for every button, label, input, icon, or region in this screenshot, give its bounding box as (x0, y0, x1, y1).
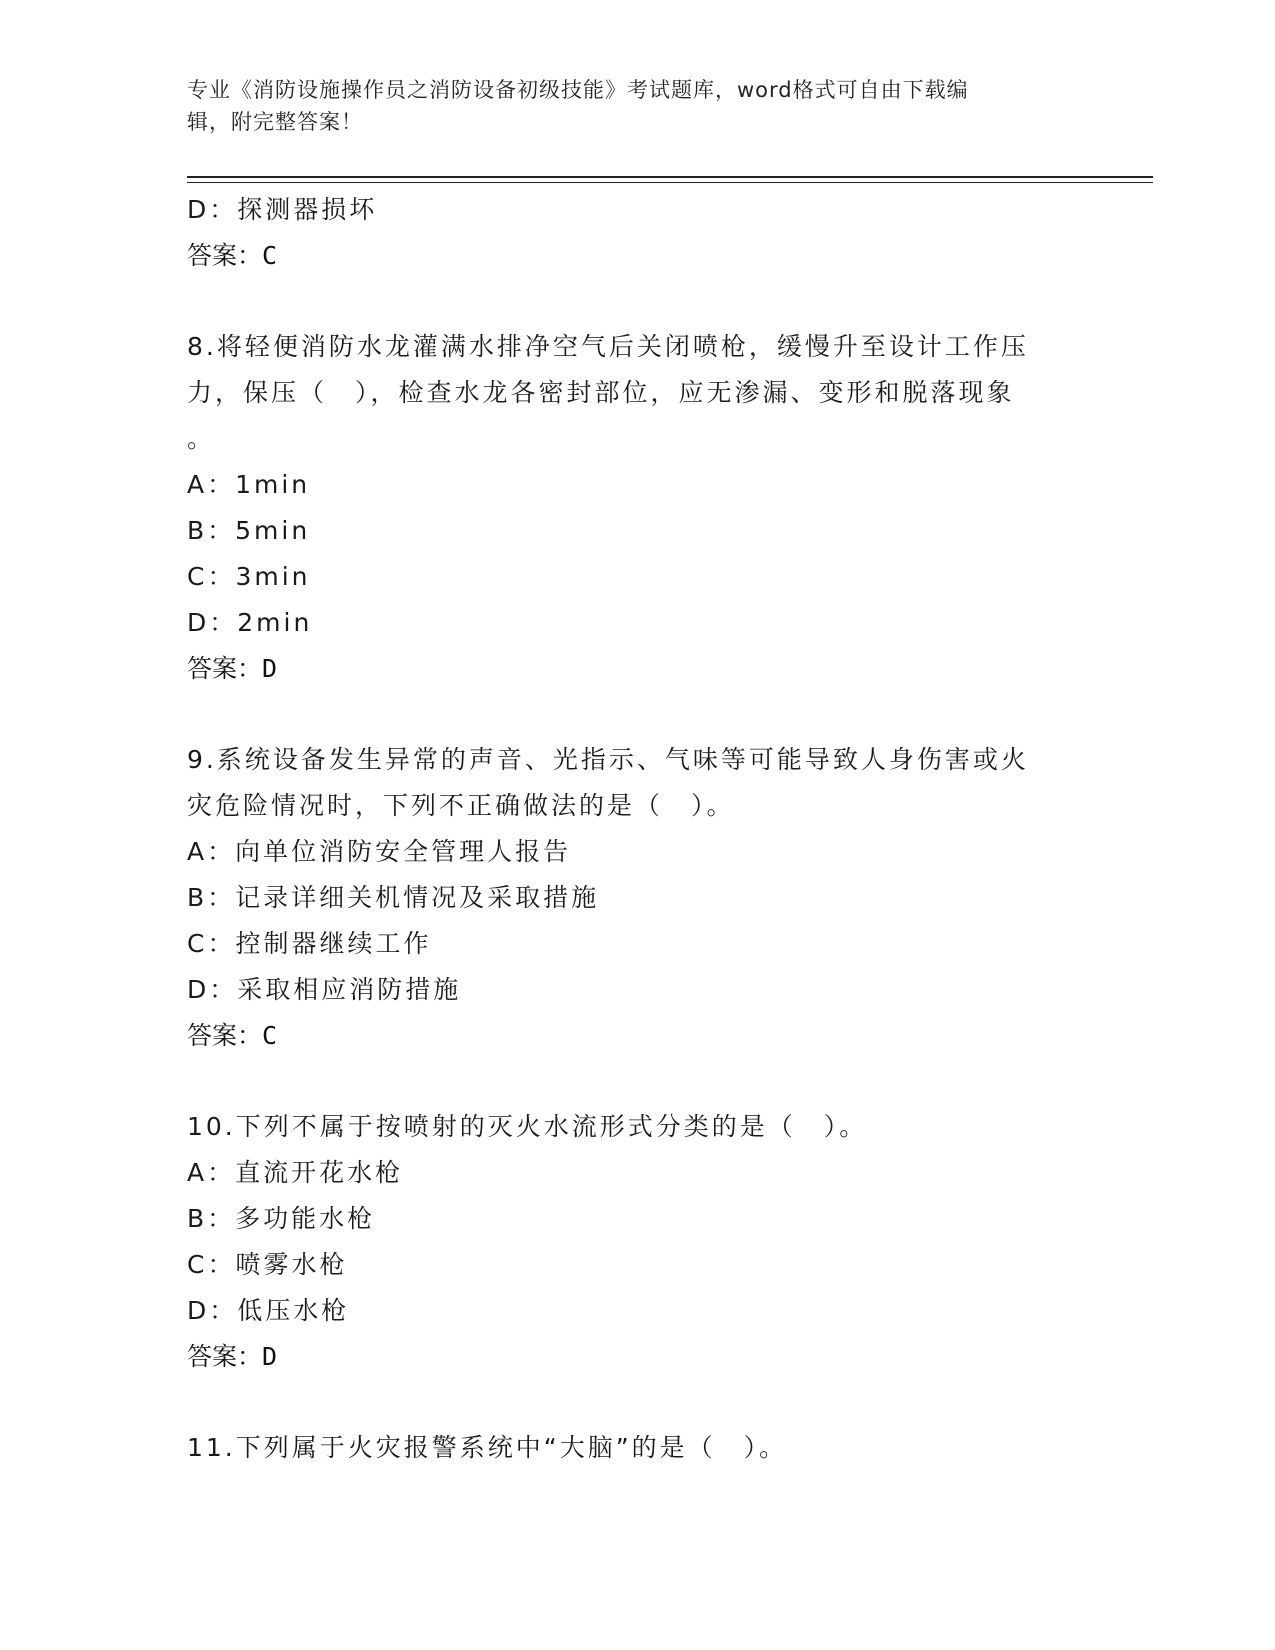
q9-answer (187, 1013, 1067, 1059)
answer-label: 答案： (187, 1021, 263, 1050)
q10-option-a: A：直流开花水枪 (187, 1158, 404, 1187)
q8-stem (187, 324, 1067, 462)
q9-option-d: D：采取相应消防措施 (187, 975, 462, 1004)
q10-option-c: C：喷雾水枪 (187, 1250, 348, 1279)
q10-stem-line: 10.下列不属于按喷射的灭火水流形式分类的是（ ）。 (187, 1112, 868, 1141)
header-line-1: 专业《消防设施操作员之消防设备初级技能》考试题库，word格式可自由下载编 (187, 78, 969, 102)
header-divider-thin (187, 182, 1153, 183)
q10-option-d: D：低压水枪 (187, 1296, 350, 1325)
q8-answer (187, 646, 1067, 692)
q11-stem (187, 1425, 1067, 1471)
q8-option-d: D：2min (187, 608, 313, 637)
answer-label: 答案： (187, 654, 263, 683)
q9-option-b: B：记录详细关机情况及采取措施 (187, 883, 600, 912)
q7-option-d: D：探测器损坏 (187, 195, 378, 224)
q8-option-b: B：5min (187, 516, 311, 545)
header-divider (187, 176, 1153, 178)
q10-answer (187, 1334, 1067, 1380)
answer-value: C (262, 241, 278, 270)
q7-answer (187, 233, 1067, 279)
q8-option-c: C：3min (187, 562, 311, 591)
q11-stem-line: 11.下列属于火灾报警系统中“大脑”的是（ ）。 (187, 1433, 788, 1462)
answer-value: C (262, 1021, 278, 1050)
q10-stem (187, 1104, 1067, 1150)
page-header (187, 74, 1067, 138)
answer-label: 答案： (187, 1342, 263, 1371)
answer-label: 答案： (187, 241, 263, 270)
header-line-2: 辑，附完整答案！ (187, 110, 363, 134)
q8-stem-line: 力，保压（ ），检查水龙各密封部位，应无渗漏、变形和脱落现象 (187, 378, 1015, 407)
answer-value: D (262, 654, 278, 683)
q9-stem (187, 737, 1067, 829)
q9-option-c: C：控制器继续工作 (187, 929, 432, 958)
q8-stem-line: 。 (187, 424, 216, 453)
answer-value: D (262, 1342, 278, 1371)
q10-option-b: B：多功能水枪 (187, 1204, 376, 1233)
q9-stem-line: 灾危险情况时，下列不正确做法的是（ ）。 (187, 791, 735, 820)
q8-option-a: A：1min (187, 470, 311, 499)
q9-option-a: A：向单位消防安全管理人报告 (187, 837, 572, 866)
question-content (187, 187, 1067, 1471)
q9-stem-line: 9.系统设备发生异常的声音、光指示、气味等可能导致人身伤害或火 (187, 745, 1029, 774)
q8-stem-line: 8.将轻便消防水龙灌满水排净空气后关闭喷枪，缓慢升至设计工作压 (187, 332, 1029, 361)
